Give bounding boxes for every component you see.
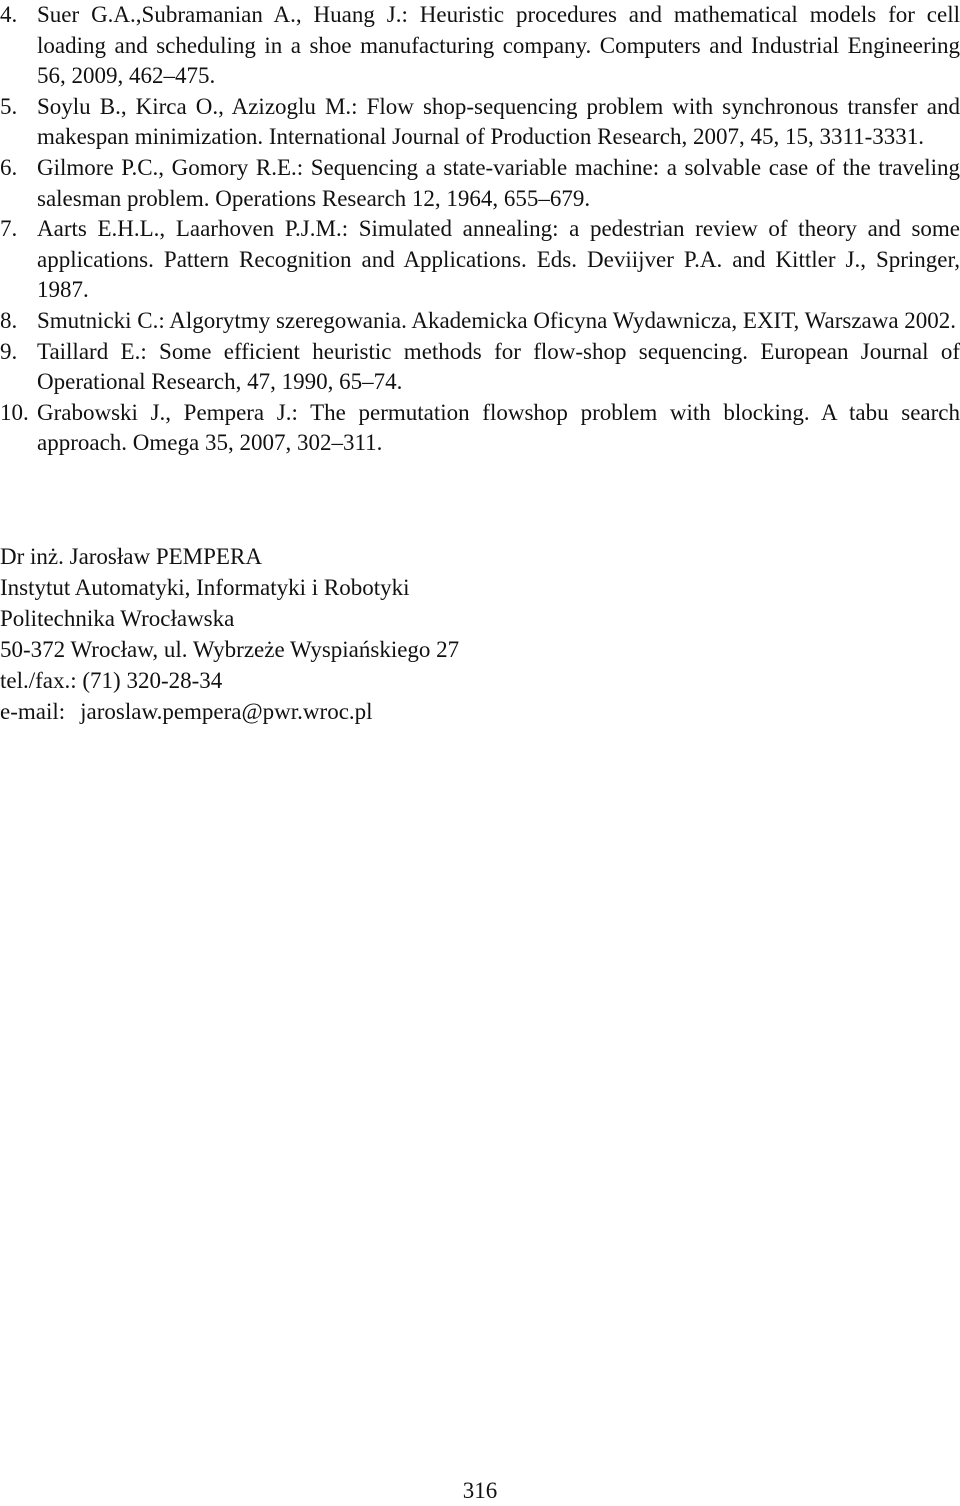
reference-item [0,398,960,459]
author-phone: tel./fax.: (71) 320-28-34 [0,668,223,693]
reference-number: 9. [0,338,18,364]
reference-number: 5. [0,93,18,119]
reference-number: 10. [0,399,29,425]
reference-number: 6. [0,154,18,180]
reference-item [0,337,960,398]
author-street-address: 50-372 Wrocław, ul. Wybrzeże Wyspiańskiego 27 [0,637,460,662]
reference-list [0,0,960,459]
reference-text: Grabowski J., Pempera J.: The permutation flowshop problem with blocking. A tabu search approach. Omega 35, 2007, 302–311. [37,399,960,456]
reference-text: Suer G.A.,Subramanian A., Huang J.: Heuristic procedures and mathematical models for cell loading and scheduling in a shoe manufacturing company. Computers and Industrial Engineering 56, 2009, 462–475. [37,2,960,89]
author-email-line [0,696,459,727]
reference-item [0,92,960,153]
reference-item [0,214,960,306]
reference-item [0,153,960,214]
reference-number: 4. [0,2,18,27]
author-university: Politechnika Wrocławska [0,606,235,631]
email-label: e-mail: [0,699,66,724]
reference-text: Soylu B., Kirca O., Azizoglu M.: Flow shop-sequencing problem with synchronous transfer and makespan minimization. International Journal of Production Research, 2007, 45, 15, 3311-3331. [37,93,960,150]
reference-text: Gilmore P.C., Gomory R.E.: Sequencing a state-variable machine: a solvable case of the traveling salesman problem. Operations Research 12, 1964, 655–679. [37,154,960,211]
author-address-block [0,541,459,727]
reference-item [0,306,960,337]
reference-text: Smutnicki C.: Algorytmy szeregowania. Akademicka Oficyna Wydawnicza, EXIT, Warszawa 2002. [37,307,957,333]
reference-number: 8. [0,307,18,333]
author-institute: Instytut Automatyki, Informatyki i Robotyki [0,575,410,600]
page-number: 316 [462,1478,498,1503]
reference-number: 7. [0,216,18,242]
author-name: Dr inż. Jarosław PEMPERA [0,544,262,569]
reference-text: Taillard E.: Some efficient heuristic methods for flow-shop sequencing. European Journal of Operational Research, 47, 1990, 65–74. [37,338,960,395]
reference-text: Aarts E.H.L., Laarhoven P.J.M.: Simulated annealing: a pedestrian review of theory and some applications. Pattern Recognition and Applications. Eds. Deviijver P.A. and Kittler J., Springer, 1987. [37,216,960,303]
author-email: jaroslaw.pempera@pwr.wroc.pl [80,699,373,724]
reference-item [0,0,960,92]
